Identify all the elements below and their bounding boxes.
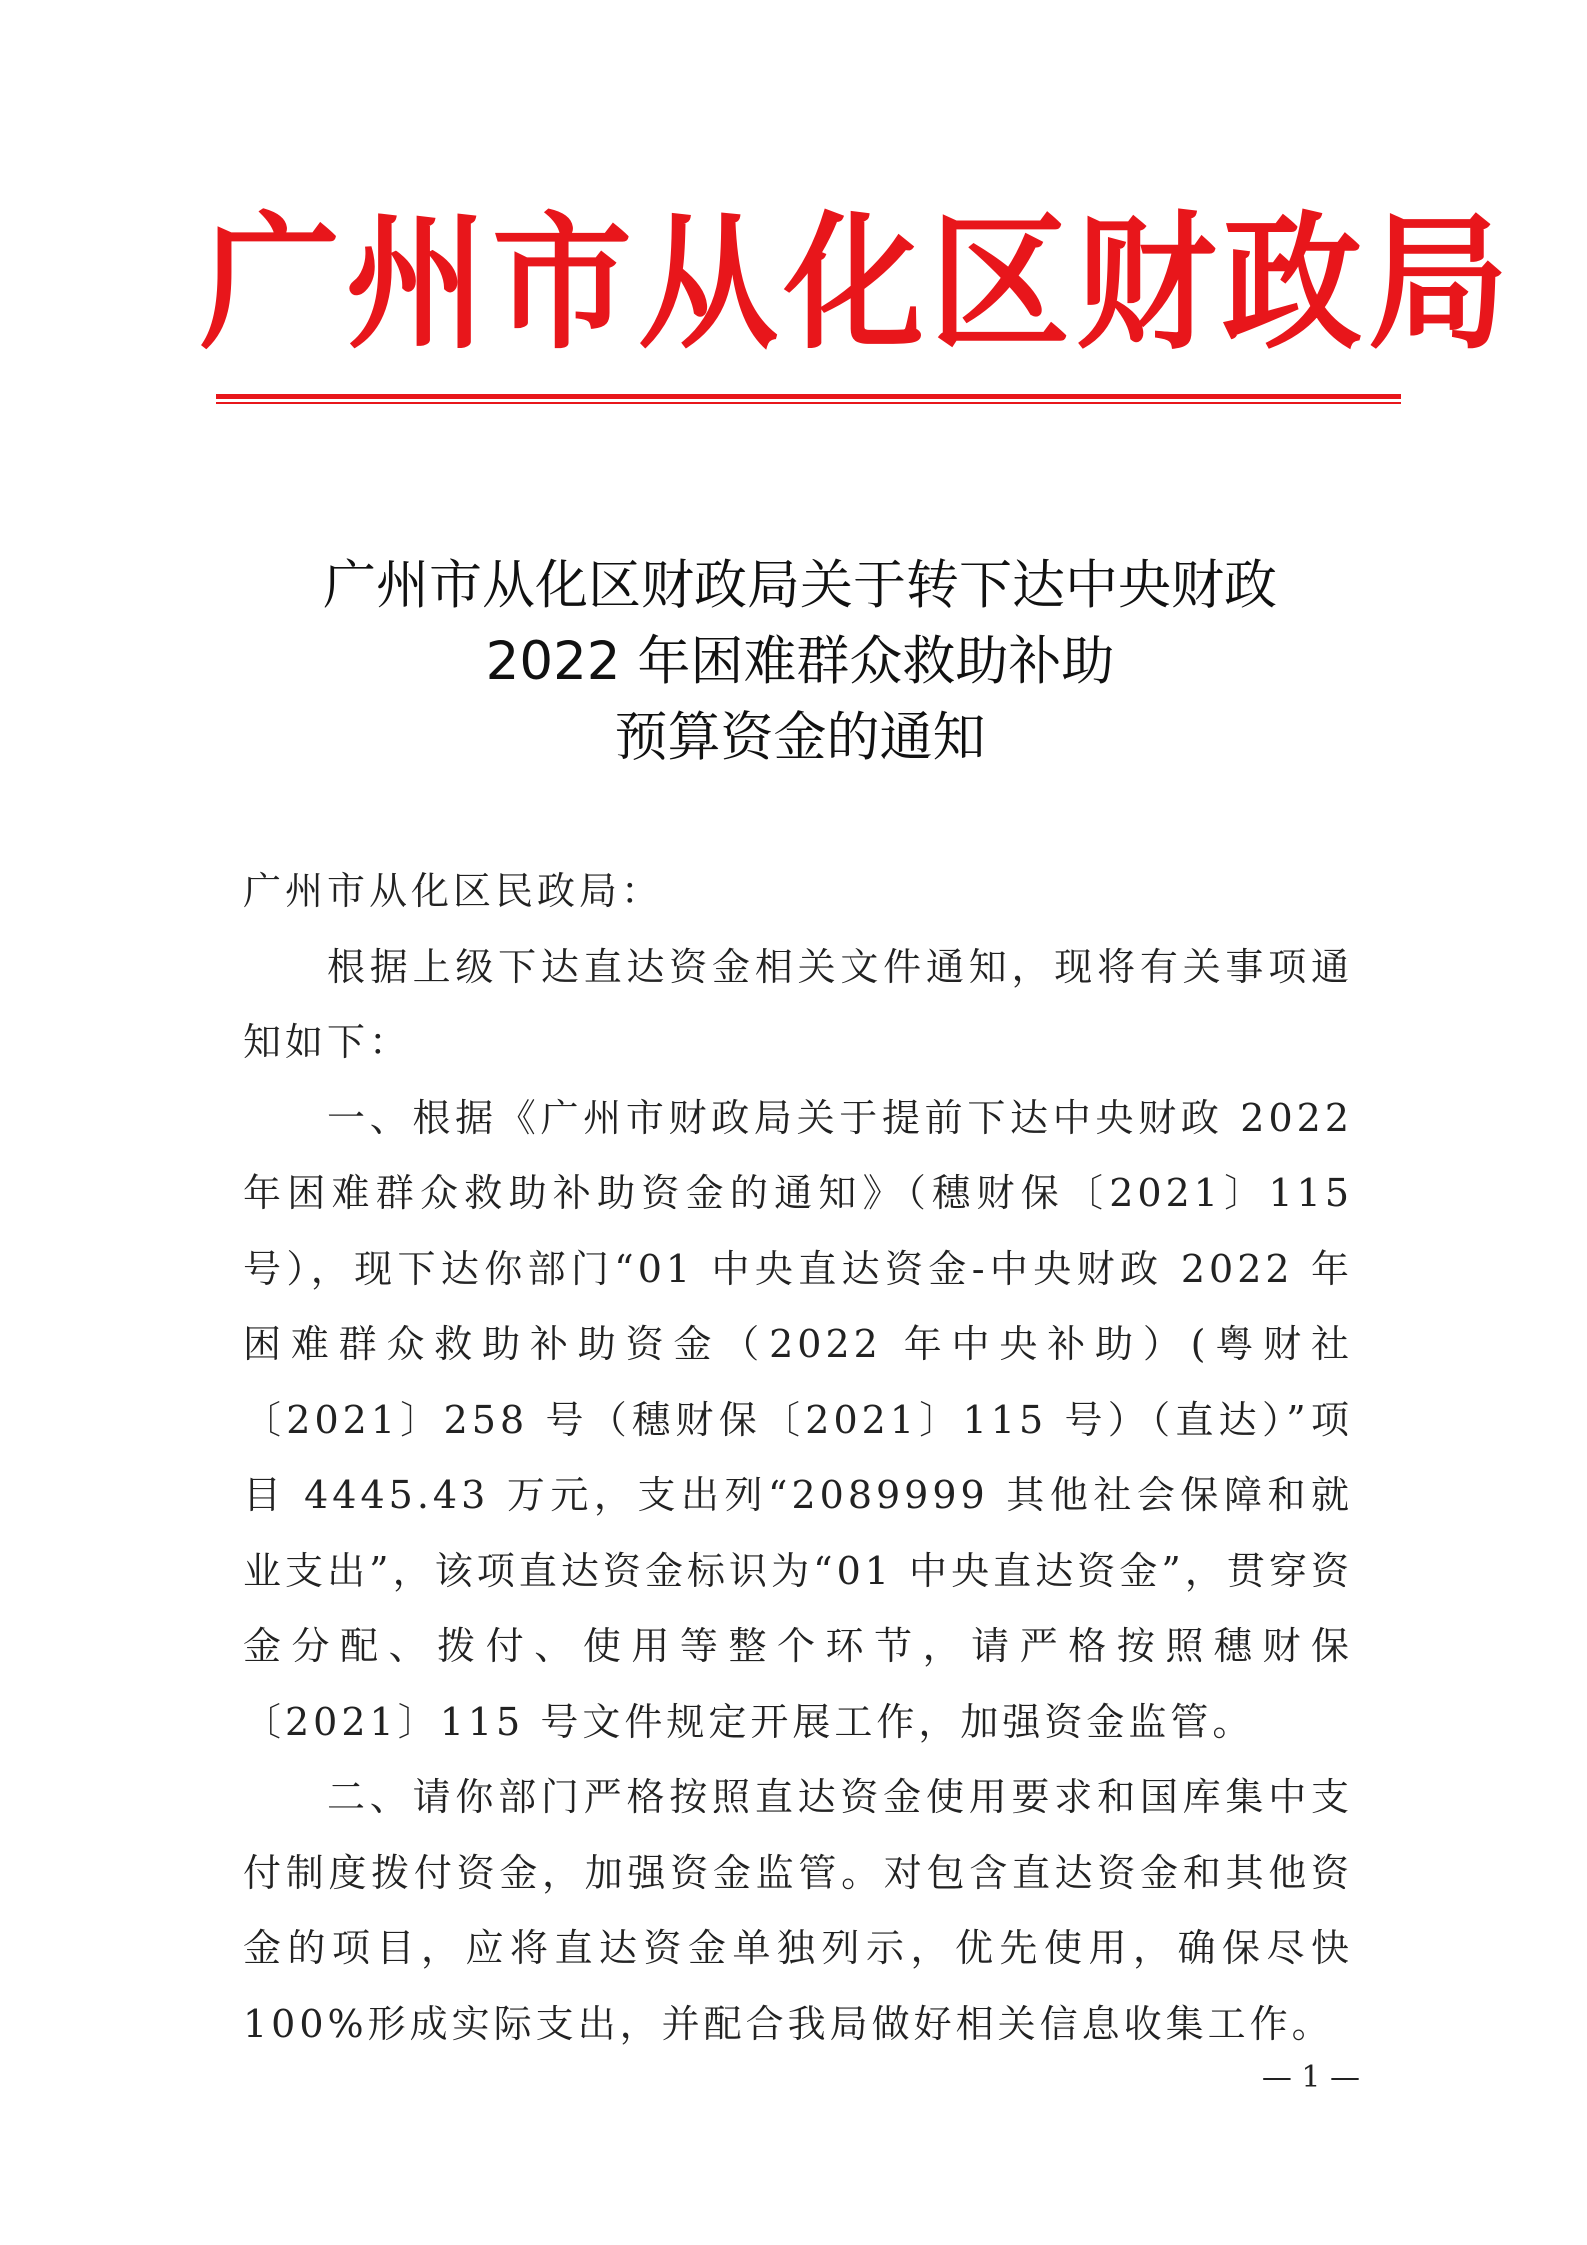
document-title-line-3: 预算资金的通知 [614, 707, 986, 768]
paragraph-item-2: 二、请你部门严格按照直达资金使用要求和国库集中支付制度拨付资金，加强资金监管。对包含直达资金和其他资金的项目，应将直达资金单独列示，优先使用，确保尽快 100%形成实际支出，并配合我局做好相关信息收集工作。 [243, 1775, 1353, 2046]
masthead-divider-thick [216, 394, 1401, 399]
page-number: — 1 — [1261, 2060, 1360, 2095]
document-body [243, 854, 1353, 2062]
paragraph-intro: 根据上级下达直达资金相关文件通知，现将有关事项通知如下： [243, 944, 1353, 1064]
paragraph-item-1: 一、根据《广州市财政局关于提前下达中央财政 2022 年困难群众救助补助资金的通知》（穗财保〔2021〕115 号），现下达你部门“01 中央直达资金-中央财政 2022 年困难群众救助补助资金（2022 年中央补助）(粤财社〔2021〕258 号（穗财保〔2021〕115 号）（直达）”项目 4445.43 万元，支出列“2089999 其他社会保障和就业支出”，该项直达资金标识为“01 中央直达资金”，贯穿资金分配、拨付、使用等整个环节，请严格按照穗财保〔2021〕115 号文件规定开展工作，加强资金监管。 [243, 1095, 1353, 1744]
document-title-line-1: 广州市从化区财政局关于转下达中央财政 [323, 555, 1277, 616]
addressee: 广州市从化区民政局： [243, 869, 664, 913]
masthead-divider-thin [216, 402, 1401, 404]
document-title-line-2: 2022 年困难群众救助补助 [485, 631, 1115, 692]
document-title [150, 548, 1450, 776]
masthead-org-name: 广州市从化区财政局 [200, 198, 1515, 371]
